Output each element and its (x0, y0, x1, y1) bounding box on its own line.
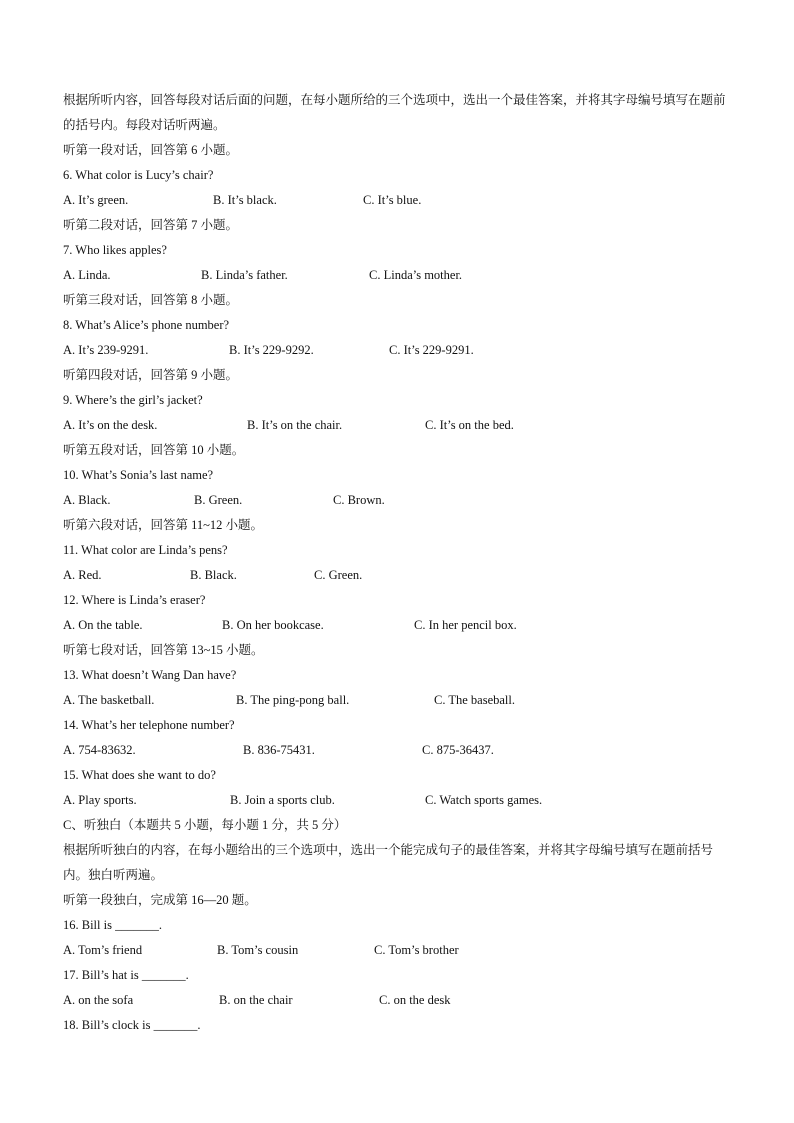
option-b: B. Tom’s cousin (217, 943, 299, 957)
question-text: 14. What’s her telephone number? (63, 718, 235, 732)
option-row (63, 413, 733, 438)
dialogue-heading: 听第四段对话，回答第 9 小题。 (63, 368, 239, 382)
option-c: C. 875-36437. (422, 743, 494, 757)
option-row (63, 263, 733, 288)
question-text: 7. Who likes apples? (63, 243, 167, 257)
option-b: B. on the chair (219, 993, 293, 1007)
question-text: 17. Bill’s hat is _______. (63, 968, 189, 982)
question-text: 8. What’s Alice’s phone number? (63, 318, 230, 332)
question-text: 9. Where’s the girl’s jacket? (63, 393, 203, 407)
question-text: 13. What doesn’t Wang Dan have? (63, 668, 237, 682)
question-text: 12. Where is Linda’s eraser? (63, 593, 206, 607)
option-b: B. 836-75431. (243, 743, 315, 757)
option-b: B. It’s on the chair. (247, 418, 343, 432)
option-row (63, 738, 733, 763)
exam-content (63, 88, 733, 1038)
option-a: A. Tom’s friend (63, 943, 143, 957)
option-b: B. Black. (190, 568, 237, 582)
question-text: 18. Bill’s clock is _______. (63, 1018, 201, 1032)
option-c: C. The baseball. (434, 693, 515, 707)
option-row (63, 938, 733, 963)
dialogue-heading: 听第三段对话，回答第 8 小题。 (63, 293, 239, 307)
dialogue-heading: 听第二段对话，回答第 7 小题。 (63, 218, 239, 232)
option-c: C. It’s blue. (363, 193, 422, 207)
option-row (63, 688, 733, 713)
dialogue-heading: 听第一段对话，回答第 6 小题。 (63, 143, 239, 157)
section-c-instructions: 根据所听独白的内容，在每小题给出的三个选项中，选出一个能完成句子的最佳答案，并将其字母编号填写在题前括号内。独白听两遍。 (63, 843, 714, 882)
option-a: A. Play sports. (63, 793, 137, 807)
question-text: 15. What does she want to do? (63, 768, 216, 782)
option-row (63, 788, 733, 813)
option-row (63, 563, 733, 588)
option-c: C. Tom’s brother (374, 943, 459, 957)
option-a: A. On the table. (63, 618, 143, 632)
option-b: B. Linda’s father. (201, 268, 288, 282)
option-c: C. In her pencil box. (414, 618, 517, 632)
option-b: B. It’s black. (213, 193, 277, 207)
question-list (63, 138, 733, 813)
option-c: C. Watch sports games. (425, 793, 543, 807)
option-b: B. The ping-pong ball. (236, 693, 350, 707)
instructions: 根据所听内容，回答每段对话后面的问题，在每小题所给的三个选项中，选出一个最佳答案，并将其字母编号填写在题前的括号内。每段对话听两遍。 (63, 93, 726, 132)
dialogue-heading: 听第五段对话，回答第 10 小题。 (63, 443, 245, 457)
dialogue-heading: 听第七段对话，回答第 13~15 小题。 (63, 643, 264, 657)
option-c: C. Green. (314, 568, 363, 582)
question-text: 10. What’s Sonia’s last name? (63, 468, 214, 482)
option-a: A. The basketball. (63, 693, 155, 707)
option-b: B. Green. (194, 493, 243, 507)
option-b: B. Join a sports club. (230, 793, 335, 807)
option-row (63, 488, 733, 513)
option-a: A. on the sofa (63, 993, 134, 1007)
option-a: A. It’s 239-9291. (63, 343, 149, 357)
option-c: C. It’s on the bed. (425, 418, 514, 432)
option-b: B. It’s 229-9292. (229, 343, 314, 357)
section-c-title: C、听独白（本题共 5 小题，每小题 1 分，共 5 分） (63, 818, 347, 832)
question-text: 6. What color is Lucy’s chair? (63, 168, 214, 182)
option-c: C. on the desk (379, 993, 451, 1007)
option-c: C. Brown. (333, 493, 385, 507)
option-row (63, 988, 733, 1013)
option-a: A. Linda. (63, 268, 111, 282)
option-a: A. Black. (63, 493, 111, 507)
option-a: A. Red. (63, 568, 102, 582)
option-b: B. On her bookcase. (222, 618, 324, 632)
option-c: C. Linda’s mother. (369, 268, 463, 282)
option-row (63, 338, 733, 363)
option-row (63, 613, 733, 638)
section-c-heading: 听第一段独白，完成第 16—20 题。 (63, 893, 257, 907)
option-a: A. 754-83632. (63, 743, 136, 757)
question-list-c (63, 913, 733, 1038)
option-row (63, 188, 733, 213)
option-a: A. It’s green. (63, 193, 129, 207)
option-c: C. It’s 229-9291. (389, 343, 474, 357)
dialogue-heading: 听第六段对话，回答第 11~12 小题。 (63, 518, 264, 532)
question-text: 11. What color are Linda’s pens? (63, 543, 228, 557)
option-a: A. It’s on the desk. (63, 418, 158, 432)
question-text: 16. Bill is _______. (63, 918, 162, 932)
